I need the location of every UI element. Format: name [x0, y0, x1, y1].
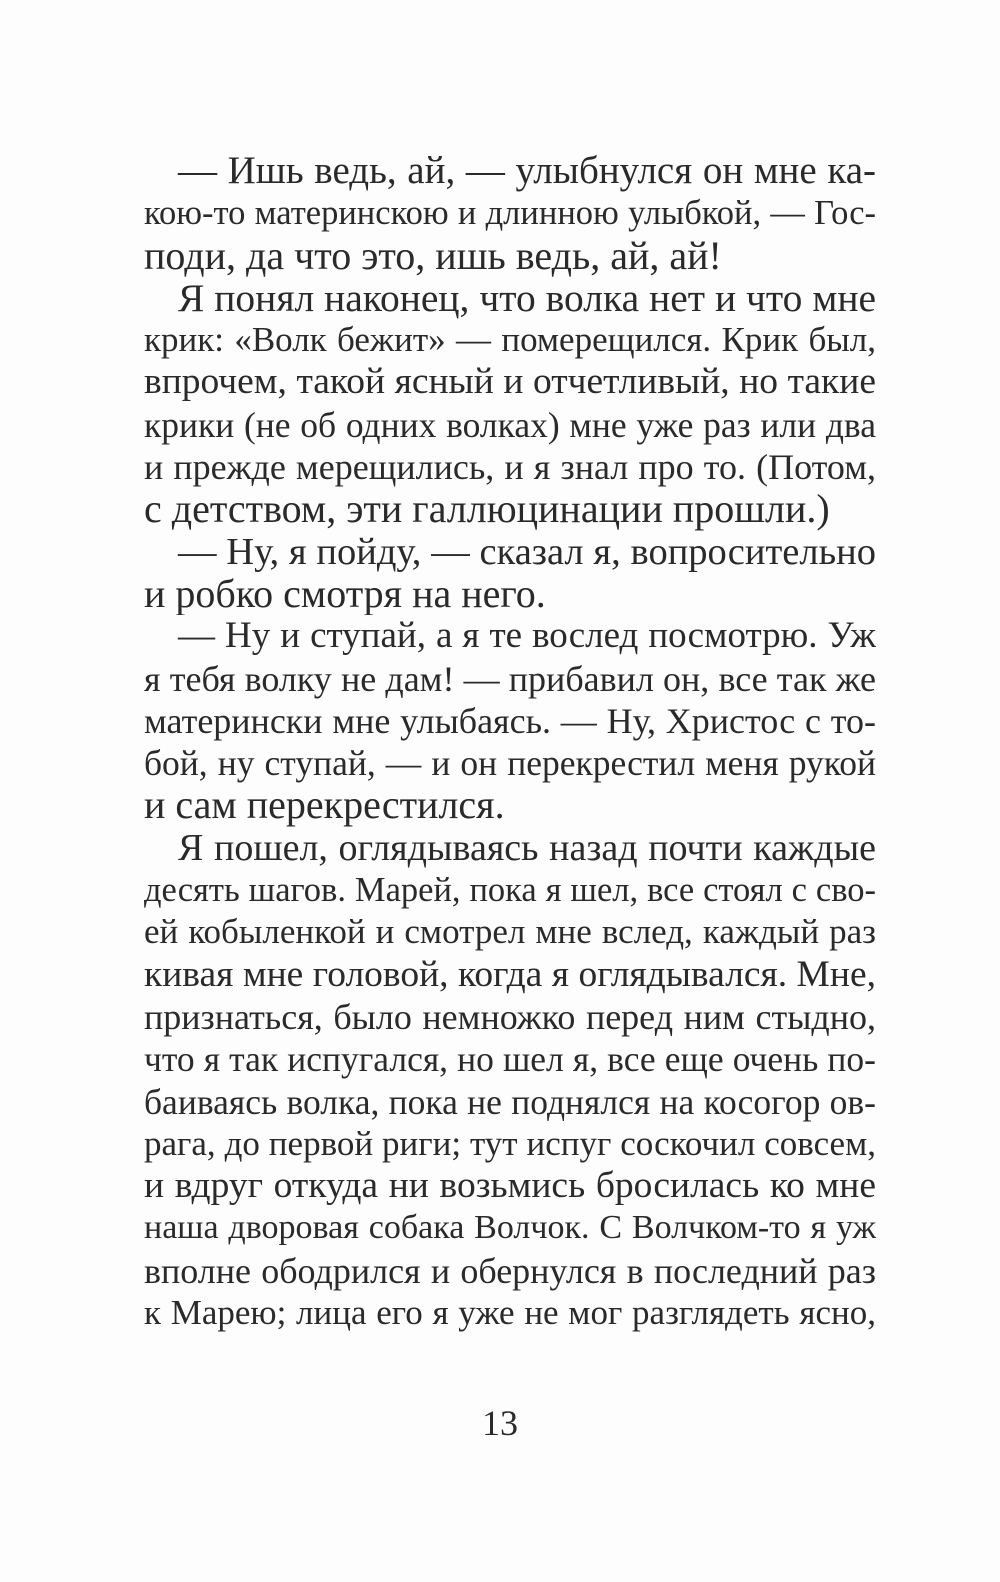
- text-line: Я понял наконец, что волка нет и что мне: [178, 276, 876, 320]
- text-line: признаться, было немножко перед ним стыдно,: [144, 996, 876, 1037]
- text-line: вполне ободрился и обернулся в последний раз: [144, 1250, 876, 1291]
- text-line: наша дворовая собака Волчок. С Волчком-то я уж: [144, 1209, 876, 1247]
- text-line: десять шагов. Марей, пока я шел, все стоял с сво-: [144, 871, 876, 910]
- text-line: крик: «Волк бежит» — померещился. Крик был,: [144, 320, 876, 360]
- text-line: матерински мне улыбаясь. — Ну, Христос с то-: [144, 700, 876, 741]
- text-line: Я пошел, оглядываясь назад почти каждые: [178, 826, 876, 869]
- text-line: и прежде мерещились, и я знал про то. (Потом,: [144, 447, 876, 488]
- text-line: что я так испугался, но шел я, все еще очень по-: [144, 1039, 876, 1080]
- text-line: с детством, эти галлюцинации прошли.): [144, 488, 830, 531]
- text-line: поди, да что это, ишь ведь, ай, ай!: [144, 234, 722, 277]
- text-line: я тебя волку не дам! — прибавил он, все так же: [144, 658, 876, 699]
- text-line: крики (не об одних волках) мне уже раз или два: [144, 404, 876, 445]
- text-line: впрочем, такой ясный и отчетливый, но такие: [144, 361, 876, 403]
- text-line: — Ну и ступай, а я те вослед посмотрю. Уж: [178, 615, 876, 657]
- text-line: к Марею; лица его я уже не мог разглядеть ясно,: [144, 1293, 876, 1333]
- text-line: — Ну, я пойду, — сказал я, вопросительно: [178, 530, 876, 573]
- text-line: рага, до первой риги; тут испуг соскочил совсем,: [144, 1123, 876, 1163]
- page-number: 13: [482, 1403, 518, 1443]
- text-line: кою-то материнскою и длинною улыбкой, — Гос-: [144, 194, 876, 233]
- text-line: и робко смотря на него.: [144, 572, 546, 616]
- text-line: ей кобыленкой и смотрел мне вслед, каждый раз: [144, 912, 876, 952]
- text-line: кивая мне головой, когда я оглядывался. Мне,: [144, 953, 876, 995]
- text-line: — Ишь ведь, ай, — улыбнулся он мне ка-: [178, 150, 876, 192]
- text-line: и вдруг откуда ни возьмись бросилась ко мне: [144, 1165, 876, 1207]
- text-line: бой, ну ступай, — и он перекрестил меня рукой: [144, 743, 876, 784]
- text-line: баиваясь волка, пока не поднялся на косогор ов-: [144, 1081, 876, 1122]
- text-line: и сам перекрестился.: [144, 784, 505, 827]
- body-text: [144, 150, 876, 1334]
